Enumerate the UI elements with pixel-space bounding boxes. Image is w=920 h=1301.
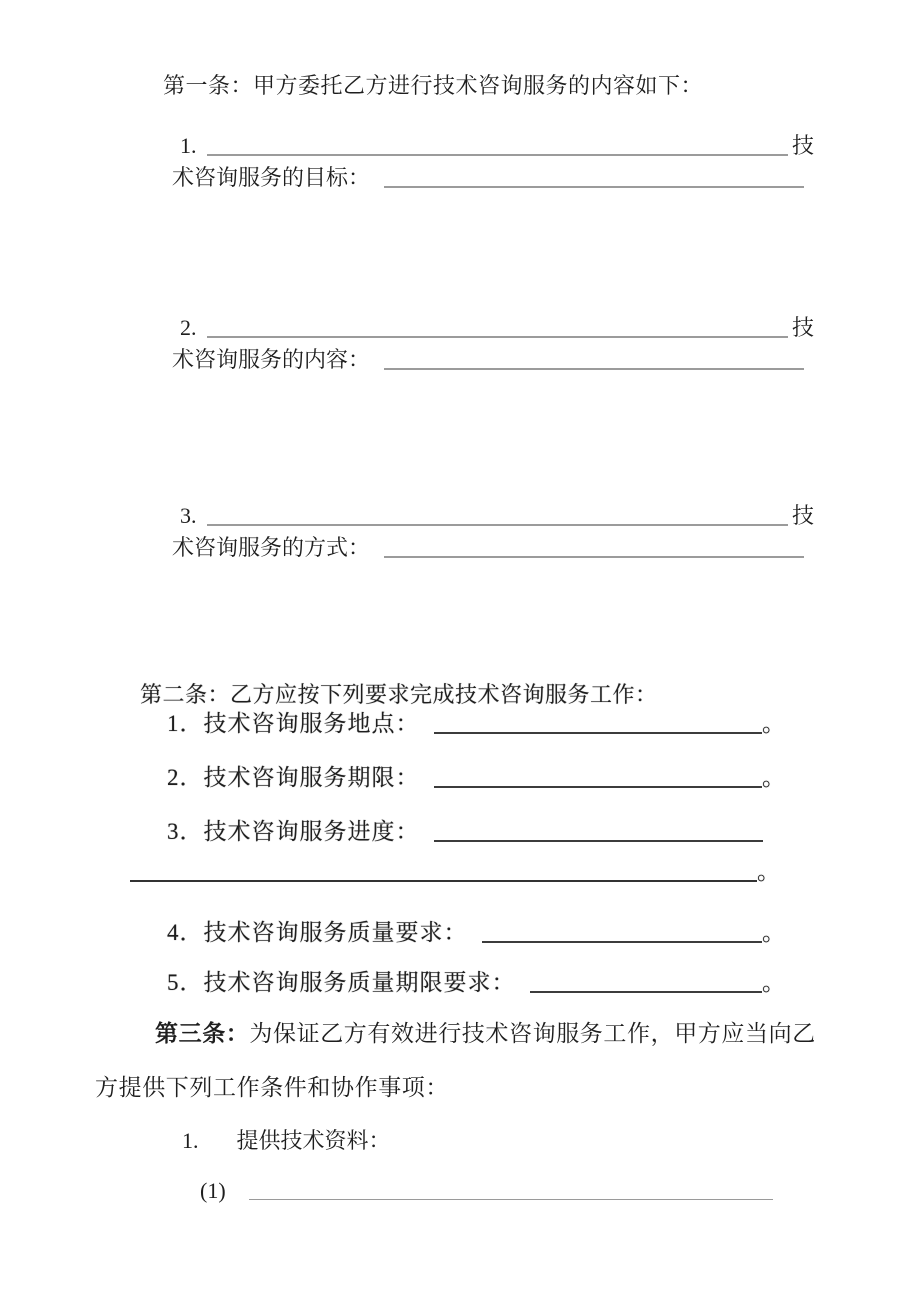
item-label: 5．技术咨询服务质量期限要求： <box>167 970 516 995</box>
item-label: 1．技术咨询服务地点： <box>167 711 420 736</box>
item-number: 1. <box>180 133 197 158</box>
period-mark: 。 <box>757 859 780 884</box>
fill-in-blank-service-content[interactable] <box>384 368 804 370</box>
article-2-heading: 第二条：乙方应按下列要求完成技术咨询服务工作： <box>140 682 658 707</box>
paren-number: (1) <box>200 1178 226 1203</box>
fill-in-blank-quality-term-requirement[interactable] <box>530 991 763 993</box>
fill-in-blank-service-progress[interactable] <box>434 840 764 842</box>
item-number: 1. <box>182 1128 199 1153</box>
article2-item-4 <box>167 917 786 949</box>
wrap-char: 技 <box>791 133 814 158</box>
period-mark: 。 <box>762 765 786 790</box>
fill-in-blank-service-location[interactable] <box>434 732 763 734</box>
item-label: 2．技术咨询服务期限： <box>167 765 420 790</box>
fill-in-blank-item1-lead[interactable] <box>207 154 788 156</box>
fill-in-blank-item2-lead[interactable] <box>207 336 788 338</box>
item-label: 提供技术资料： <box>236 1128 391 1153</box>
item-number: 2. <box>180 315 197 340</box>
wrap-char: 技 <box>791 315 814 340</box>
fill-in-blank-technical-material-1[interactable] <box>249 1199 773 1200</box>
item-label: 3．技术咨询服务进度： <box>167 819 420 844</box>
fill-in-blank-service-goal[interactable] <box>384 186 804 188</box>
period-mark: 。 <box>762 711 786 736</box>
fill-in-blank-quality-requirement[interactable] <box>482 941 763 943</box>
article-2-section <box>0 682 920 999</box>
article-3-heading-line1 <box>155 1018 920 1050</box>
article1-item-3-line2 <box>172 532 814 564</box>
period-mark: 。 <box>762 970 786 995</box>
period-mark: 。 <box>762 920 786 945</box>
article1-item-1-line2 <box>172 162 814 194</box>
article1-item-3 <box>172 500 814 564</box>
article1-item-2-line1 <box>172 312 814 344</box>
article-1-heading: 第一条：甲方委托乙方进行技术咨询服务的内容如下： <box>163 73 704 98</box>
article2-item-2 <box>167 762 786 794</box>
wrap-char: 技 <box>791 503 814 528</box>
article-3-lead: 第三条： <box>155 1021 250 1046</box>
article-3-text: 为保证乙方有效进行技术咨询服务工作，甲方应当向乙 <box>249 1021 816 1046</box>
item-number: 3. <box>180 503 197 528</box>
article1-item-2 <box>172 312 814 376</box>
article-3-heading-line2: 方提供下列工作条件和协作事项： <box>95 1075 449 1100</box>
fill-in-blank-service-term[interactable] <box>434 786 763 788</box>
article3-subitem-1 <box>182 1125 920 1157</box>
item-label: 4．技术咨询服务质量要求： <box>167 920 468 945</box>
item-label: 术咨询服务的内容： <box>172 347 371 372</box>
article1-item-2-line2 <box>172 344 814 376</box>
fill-in-blank-service-progress-continued[interactable] <box>130 880 757 882</box>
article1-item-1-line1 <box>172 130 814 162</box>
article2-item-3-continuation <box>130 856 780 888</box>
article2-item-3 <box>167 816 786 848</box>
item-label: 术咨询服务的方式： <box>172 535 371 560</box>
article2-item-1 <box>167 708 786 740</box>
item-label: 术咨询服务的目标： <box>172 165 371 190</box>
article-3-section <box>0 1018 920 1207</box>
fill-in-blank-item3-lead[interactable] <box>207 524 788 526</box>
fill-in-blank-service-method[interactable] <box>384 556 804 558</box>
article1-item-1 <box>172 130 814 194</box>
article2-item-5 <box>167 967 786 999</box>
article1-item-3-line1 <box>172 500 814 532</box>
article3-subitem-1-1 <box>200 1175 773 1207</box>
